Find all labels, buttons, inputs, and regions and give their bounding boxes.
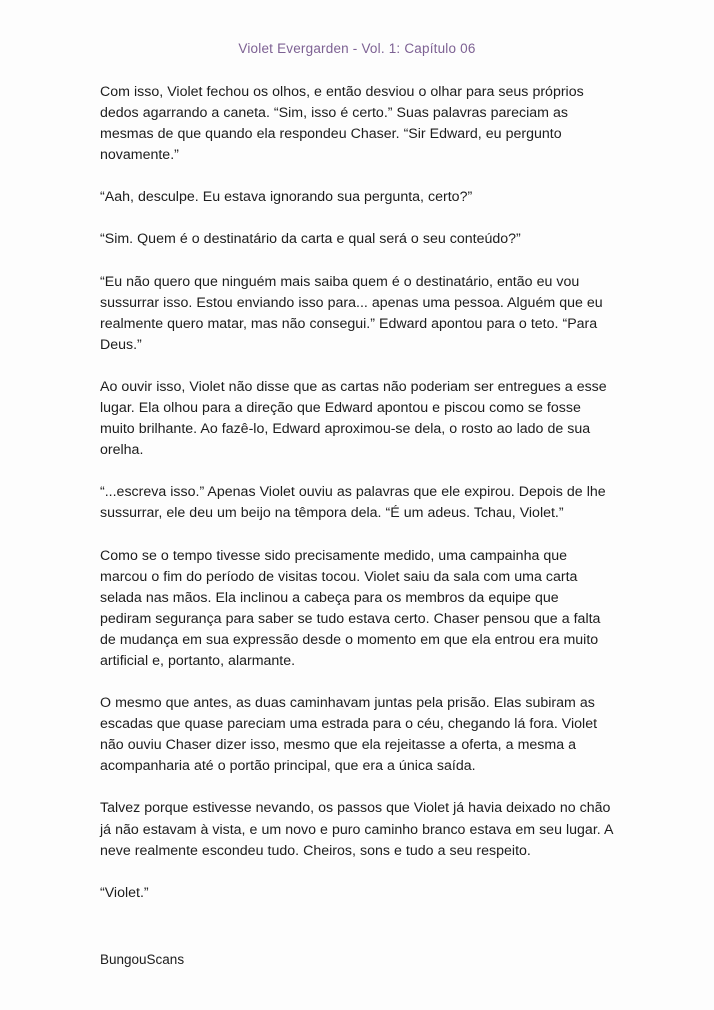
scanlation-credit: BungouScans <box>100 952 185 967</box>
document-body <box>100 82 613 904</box>
paragraph: Ao ouvir isso, Violet não disse que as cartas não poderiam ser entregues a esse lugar. Ela olhou para a direção que Edward apontou e piscou como se fosse muito brilhante. Ao fazê-lo, Edward aproximou-se dela, o rosto ao lado de sua orelha. <box>100 378 607 459</box>
paragraph: Com isso, Violet fechou os olhos, e então desviou o olhar para seus próprios dedos agarrando a caneta. “Sim, isso é certo.” Suas palavras pareciam as mesmas de que quando ela respondeu Chaser. “Sir Edward, eu pergunto novamente.” <box>100 84 584 164</box>
paragraph: O mesmo que antes, as duas caminhavam juntas pela prisão. Elas subiram as escadas que quase pareciam uma estrada para o céu, chegando lá fora. Violet não ouviu Chaser dizer isso, mesmo que ela rejeitasse a oferta, a mesma a acompanharia até o portão principal, que era a única saída. <box>100 695 598 775</box>
paragraph: Como se o tempo tivesse sido precisamente medido, uma campainha que marcou o fim do período de visitas tocou. Violet saiu da sala com uma carta selada nas mãos. Ela inclinou a cabeça para os membros da equipe que pediram segurança para saber se tudo estava certo. Chaser pensou que a falta de mudança em sua expressão desde o momento em que ela entrou era muito artificial e, portanto, alarmante. <box>100 547 601 669</box>
paragraph: “Eu não quero que ninguém mais saiba quem é o destinatário, então eu vou sussurrar isso. Estou enviando isso para... apenas uma pessoa. Alguém que eu realmente quero matar, mas não consegui.” Edward apontou para o teto. “Para Deus.” <box>100 273 603 353</box>
paragraph: “Sim. Quem é o destinatário da carta e qual será o seu conteúdo?” <box>100 231 521 248</box>
paragraph: “Aah, desculpe. Eu estava ignorando sua pergunta, certo?” <box>100 189 473 206</box>
paragraph: Talvez porque estivesse nevando, os passos que Violet já havia deixado no chão já não estavam à vista, e um novo e puro caminho branco estava em seu lugar. A neve realmente escondeu tudo. Cheiros, sons e tudo a seu respeito. <box>100 800 613 859</box>
page-header-title: Violet Evergarden - Vol. 1: Capítulo 06 <box>238 41 476 56</box>
paragraph: “Violet.” <box>100 884 149 901</box>
paragraph: “...escreva isso.” Apenas Violet ouviu as palavras que ele expirou. Depois de lhe sussurrar, ele deu um beijo na têmpora dela. “É um adeus. Tchau, Violet.” <box>100 484 606 522</box>
